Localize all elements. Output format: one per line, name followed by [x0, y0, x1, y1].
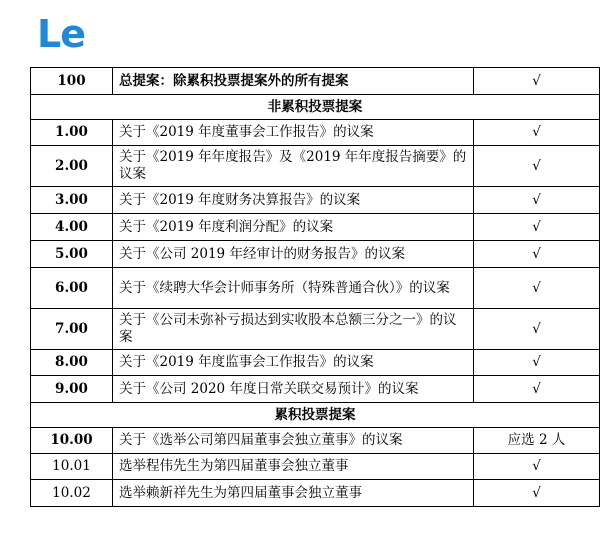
proposal-code: 10.02 — [31, 480, 113, 507]
proposal-name: 总提案：除累积投票提案外的所有提案 — [113, 68, 474, 95]
table-row — [31, 350, 600, 376]
vote-mark: 应选 2 人 — [474, 428, 600, 454]
proposal-code: 10.01 — [31, 454, 113, 480]
proposal-code: 6.00 — [31, 268, 113, 309]
le-logo: Le — [37, 12, 85, 56]
proposal-code: 7.00 — [31, 309, 113, 350]
table-row — [31, 120, 600, 146]
proposal-name: 关于《2019 年度监事会工作报告》的议案 — [113, 350, 474, 376]
proposal-name: 关于《公司 2020 年度日常关联交易预计》的议案 — [113, 376, 474, 403]
proposal-name: 关于《公司未弥补亏损达到实收股本总额三分之一》的议案 — [113, 309, 474, 350]
table-row — [31, 268, 600, 309]
vote-mark: √ — [474, 350, 600, 376]
table-row — [31, 428, 600, 454]
vote-mark: √ — [474, 376, 600, 403]
table-row — [31, 68, 600, 95]
proposal-name: 关于《2019 年度董事会工作报告》的议案 — [113, 120, 474, 146]
table-row — [31, 241, 600, 268]
proposal-code: 9.00 — [31, 376, 113, 403]
proposal-name: 关于《2019 年年度报告》及《2019 年年度报告摘要》的议案 — [113, 146, 474, 187]
vote-mark: √ — [474, 309, 600, 350]
table-row — [31, 454, 600, 480]
proposal-name: 关于《2019 年度财务决算报告》的议案 — [113, 187, 474, 214]
proposal-code: 10.00 — [31, 428, 113, 454]
proposal-name: 关于《2019 年度利润分配》的议案 — [113, 214, 474, 241]
proposal-code: 100 — [31, 68, 113, 95]
vote-mark: √ — [474, 68, 600, 95]
table-row — [31, 309, 600, 350]
vote-mark: √ — [474, 268, 600, 309]
proposal-name: 选举程伟先生为第四届董事会独立董事 — [113, 454, 474, 480]
table-row — [31, 376, 600, 403]
vote-mark: √ — [474, 480, 600, 507]
table-row — [31, 214, 600, 241]
vote-mark: √ — [474, 454, 600, 480]
proposal-name: 关于《公司 2019 年经审计的财务报告》的议案 — [113, 241, 474, 268]
vote-mark: √ — [474, 146, 600, 187]
proposal-table — [30, 67, 600, 507]
table-row — [31, 480, 600, 507]
section-title: 累积投票提案 — [31, 403, 600, 428]
proposal-name: 关于《选举公司第四届董事会独立董事》的议案 — [113, 428, 474, 454]
proposal-code: 1.00 — [31, 120, 113, 146]
section-row — [31, 403, 600, 428]
vote-mark: √ — [474, 214, 600, 241]
proposal-name: 选举赖新祥先生为第四届董事会独立董事 — [113, 480, 474, 507]
table-row — [31, 187, 600, 214]
proposal-code: 2.00 — [31, 146, 113, 187]
vote-mark: √ — [474, 241, 600, 268]
proposal-code: 3.00 — [31, 187, 113, 214]
section-row — [31, 95, 600, 120]
proposal-code: 8.00 — [31, 350, 113, 376]
proposal-code: 4.00 — [31, 214, 113, 241]
vote-mark: √ — [474, 187, 600, 214]
proposal-name: 关于《续聘大华会计师事务所（特殊普通合伙）》的议案 — [113, 268, 474, 309]
table-row — [31, 146, 600, 187]
vote-mark: √ — [474, 120, 600, 146]
section-title: 非累积投票提案 — [31, 95, 600, 120]
proposal-code: 5.00 — [31, 241, 113, 268]
